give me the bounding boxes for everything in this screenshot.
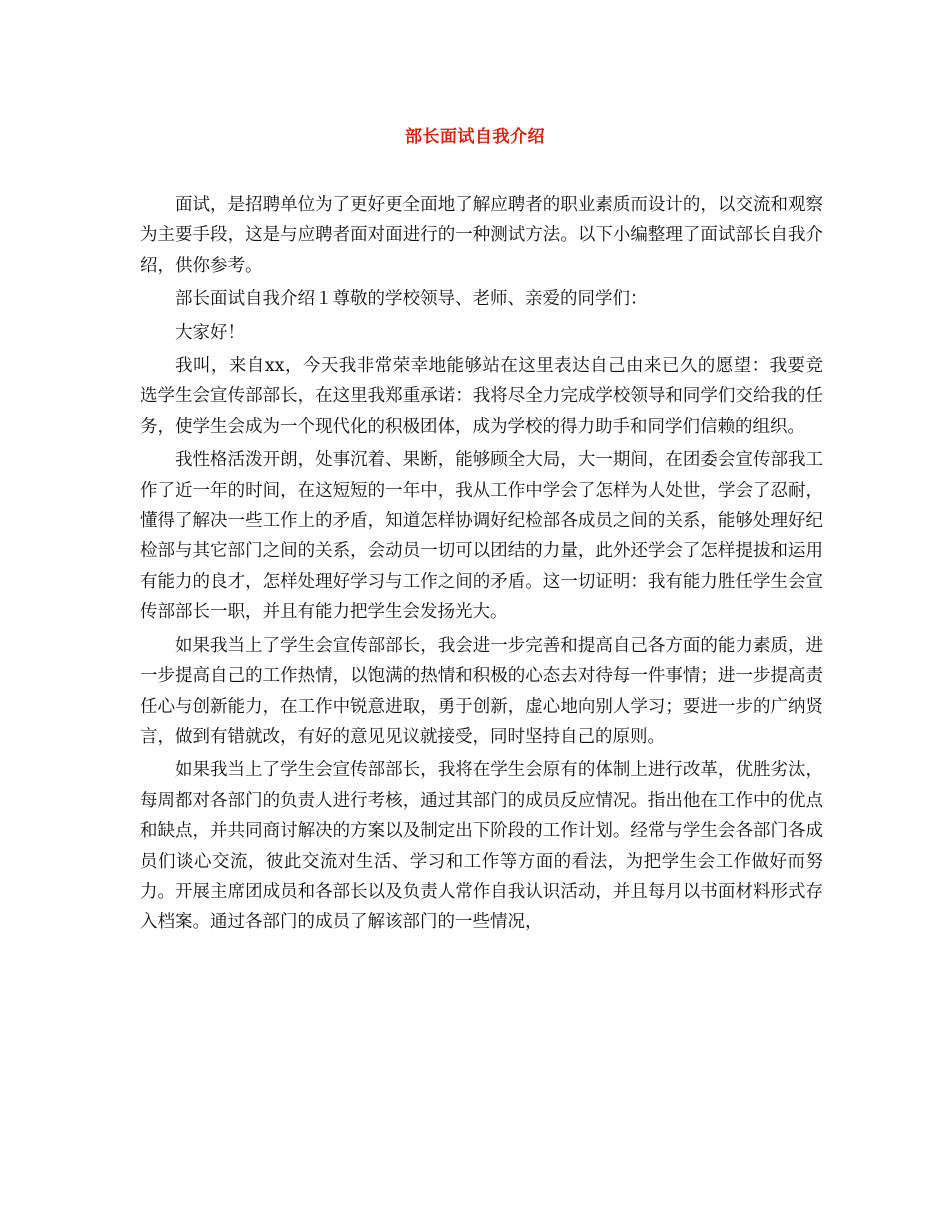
paragraph-greeting-heading: 部长面试自我介绍１尊敬的学校领导、老师、亲爱的同学们： xyxy=(175,289,648,310)
document-body xyxy=(140,190,823,941)
paragraph-hello: 大家好！ xyxy=(175,322,245,343)
paragraph-plan-reform: 如果我当上了学生会宣传部部长，我将在学生会原有的体制上进行改革，优胜劣汰，每周都对各部门的负责人进行考核，通过其部门的成员反应情况。指出他在工作中的优点和缺点，并共同商讨解决的方案以及制定出下阶段的工作计划。经常与学生会各部门各成员们谈心交流，彼此交流对生活、学习和工作等方面的看法，为把学生会工作做好而努力。开展主席团成员和各部长以及负责人常作自我认识活动，并且每月以书面材料形式存入档案。通过各部门的成员了解该部门的一些情况， xyxy=(140,760,823,933)
paragraph-plan-self: 如果我当上了学生会宣传部部长，我会进一步完善和提高自己各方面的能力素质，进一步提高自己的工作热情，以饱满的热情和积极的心态去对待每一件事情；进一步提高责任心与创新能力，在工作中锐意进取，勇于创新，虚心地向别人学习；要进一步的广纳贤言，做到有错就改，有好的意见见议就接受，同时坚持自己的原则。 xyxy=(140,635,823,747)
paragraph-self-intro: 我叫，来自xx，今天我非常荣幸地能够站在这里表达自己由来已久的愿望：我要竞选学生会宣传部部长，在这里我郑重承诺：我将尽全力完成学校领导和同学们交给我的任务，使学生会成为一个现代化的积极团体，成为学校的得力助手和同学们信赖的组织。 xyxy=(140,356,823,437)
document-title: 部长面试自我介绍 xyxy=(405,127,545,147)
paragraph-intro: 面试，是招聘单位为了更好更全面地了解应聘者的职业素质而设计的，以交流和观察为主要手段，这是与应聘者面对面进行的一种测试方法。以下小编整理了面试部长自我介绍，供你参考。 xyxy=(140,195,823,276)
paragraph-personality: 我性格活泼开朗，处事沉着、果断，能够顾全大局，大一期间，在团委会宣传部我工作了近一年的时间，在这短短的一年中，我从工作中学会了怎样为人处世，学会了忍耐，懂得了解决一些工作上的矛盾，知道怎样协调好纪检部各成员之间的关系，能够处理好纪检部与其它部门之间的关系，会动员一切可以团结的力量，此外还学会了怎样提拔和运用有能力的良才，怎样处理好学习与工作之间的矛盾。这一切证明：我有能力胜任学生会宣传部部长一职，并且有能力把学生会发扬光大。 xyxy=(140,450,823,623)
